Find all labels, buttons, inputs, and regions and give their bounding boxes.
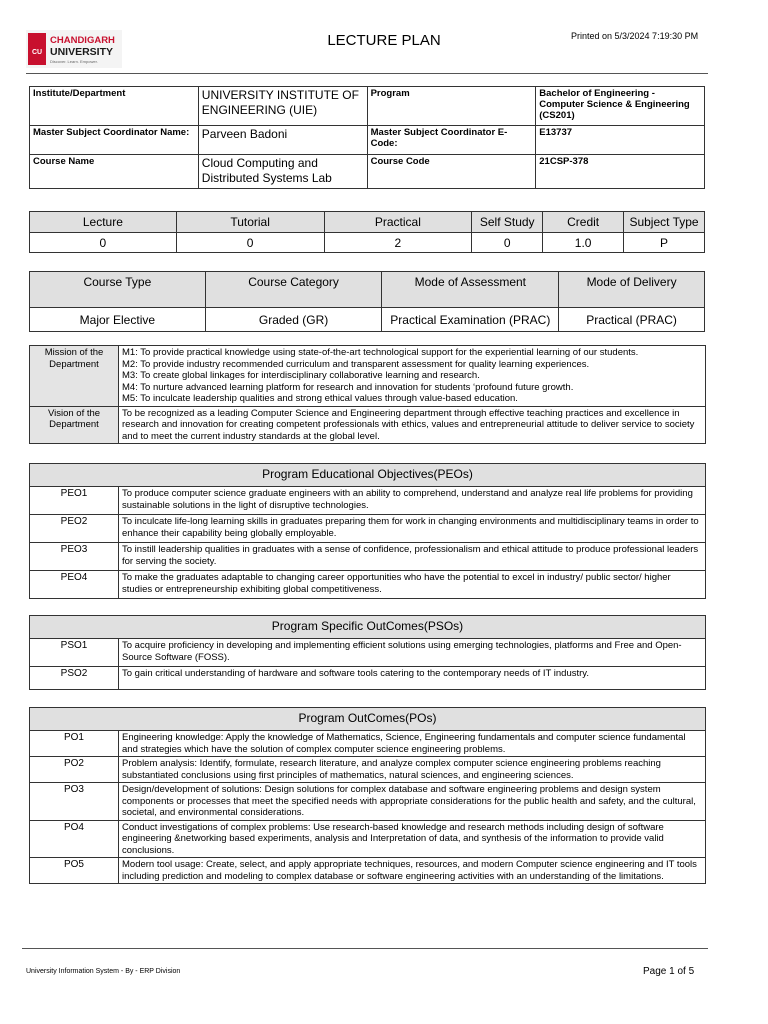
course-name-label: Course Name — [30, 155, 199, 189]
table-header-row — [30, 212, 705, 233]
printed-timestamp: Printed on 5/3/2024 7:19:30 PM — [571, 31, 699, 41]
coordinator-value: Parveen Badoni — [198, 126, 367, 155]
mission-item: M1: To provide practical knowledge using state-of-the-art technological support for the experiential learning of our students. — [122, 347, 639, 358]
mission-item: M5: To inculcate leadership qualities and strong ethical values through value-based education. — [122, 393, 518, 404]
course-name-value: Cloud Computing and Distributed Systems Lab — [198, 155, 367, 189]
self-study-header: Self Study — [472, 212, 543, 233]
po-table — [29, 707, 706, 884]
lecture-value: 0 — [30, 233, 177, 253]
po-text: Conduct investigations of complex problems: Use research-based knowledge and research methods including design of software engineering &networking based experiments, analysis and Interpretation of data, and synthesis of the information to provide valid conclusions. — [119, 820, 706, 858]
table-row — [30, 543, 706, 571]
course-category-header: Course Category — [205, 272, 382, 308]
table-row — [30, 233, 705, 253]
header-divider — [26, 73, 708, 74]
table-header-row — [30, 464, 706, 487]
pso-table — [29, 615, 706, 690]
logo-line2: UNIVERSITY — [50, 46, 114, 58]
pso-code: PSO2 — [30, 667, 119, 690]
ecode-label: Master Subject Coordinator E-Code: — [367, 126, 536, 155]
mission-content — [119, 346, 706, 407]
peo-code: PEO4 — [30, 571, 119, 599]
vision-text: To be recognized as a leading Computer Science and Engineering department through effective teaching practices and excellence in research and innovation for creating competent professionals with ethics, values and entrepreneurial attitude to deliver service to society and to meet the current industry standards at the global level. — [119, 406, 706, 444]
logo-tagline: Discover. Learn. Empower. — [50, 59, 98, 64]
mission-item: M4: To nurture advanced learning platform for research and innovation for students ‘profound future growth. — [122, 381, 574, 393]
footer-system-name: University Information System - By - ERP Division — [26, 968, 181, 975]
po-text: Problem analysis: Identify, formulate, research literature, and analyze complex computer science engineering problems reaching substantiated conclusions using first principles of mathematics, natural sciences, and engineering sciences. — [119, 757, 706, 783]
pso-title: Program Specific OutComes(PSOs) — [30, 616, 706, 639]
table-row — [30, 731, 706, 757]
po-text: Modern tool usage: Create, select, and apply appropriate techniques, resources, and modern Computer science engineering and IT tools including prediction and modeling to complex database or software engineering activities with an understanding of the limitations. — [119, 858, 706, 884]
ecode-value: E13737 — [536, 126, 705, 155]
peo-code: PEO1 — [30, 487, 119, 515]
course-type-value: Major Elective — [30, 308, 206, 332]
course-type-header: Course Type — [30, 272, 206, 308]
course-code-label: Course Code — [367, 155, 536, 189]
table-row — [30, 87, 705, 126]
table-row — [30, 155, 705, 189]
course-info-table — [29, 86, 705, 189]
footer-divider — [22, 948, 708, 949]
po-text: Engineering knowledge: Apply the knowledge of Mathematics, Science, Engineering fundamentals and computer science fundamental and strategies which have the solution of complex computer science engineering problems. — [119, 731, 706, 757]
table-row — [30, 571, 706, 599]
course-category-value: Graded (GR) — [205, 308, 382, 332]
po-text: Design/development of solutions: Design solutions for complex database and software engineering problems and design system components or processes that meet the specified needs with appropriate considerations for the public health and safety, and the cultural, societal, and environmental considerations. — [119, 783, 706, 821]
institute-value: UNIVERSITY INSTITUTE OF ENGINEERING (UIE) — [198, 87, 367, 126]
assessment-mode-header: Mode of Assessment — [382, 272, 559, 308]
self-study-value: 0 — [472, 233, 543, 253]
pso-text: To acquire proficiency in developing and implementing efficient solutions using emerging technologies, platforms and Free and Open-Source Software (FOSS). — [119, 639, 706, 667]
program-label: Program — [367, 87, 536, 126]
credit-header: Credit — [543, 212, 624, 233]
course-type-table — [29, 271, 705, 332]
peo-table — [29, 463, 706, 599]
table-row — [30, 858, 706, 884]
peo-text: To inculcate life-long learning skills in graduates preparing them for work in changing environments and multidisciplinary teams in order to enhance their capability being globally employable. — [119, 515, 706, 543]
tutorial-value: 0 — [176, 233, 324, 253]
table-row — [30, 667, 706, 690]
vision-label: Vision of the Department — [30, 406, 119, 444]
lecture-header: Lecture — [30, 212, 177, 233]
logo-line1: CHANDIGARH — [50, 35, 115, 46]
table-row — [30, 406, 706, 444]
credit-hours-table — [29, 211, 705, 253]
table-row — [30, 515, 706, 543]
pso-text: To gain critical understanding of hardware and software tools catering to the contemporary needs of IT industry. — [119, 667, 706, 690]
mission-label: Mission of the Department — [30, 346, 119, 407]
peo-code: PEO2 — [30, 515, 119, 543]
table-row — [30, 639, 706, 667]
page-number: Page 1 of 5 — [643, 966, 695, 977]
practical-header: Practical — [324, 212, 472, 233]
credit-value: 1.0 — [543, 233, 624, 253]
mission-item: M2: To provide industry recommended curriculum and transparent assessment for quality learning experiences. — [122, 358, 590, 370]
mission-vision-table — [29, 345, 706, 444]
table-header-row — [30, 272, 705, 308]
po-code: PO5 — [30, 858, 119, 884]
po-code: PO1 — [30, 731, 119, 757]
table-row — [30, 346, 706, 407]
peo-text: To produce computer science graduate engineers with an ability to comprehend, understand and analyze real life problems for providing sustainable solutions in the light of disruptive technologies. — [119, 487, 706, 515]
practical-value: 2 — [324, 233, 472, 253]
po-code: PO2 — [30, 757, 119, 783]
table-row — [30, 820, 706, 858]
subject-type-header: Subject Type — [624, 212, 705, 233]
table-row — [30, 308, 705, 332]
delivery-mode-value: Practical (PRAC) — [559, 308, 705, 332]
peo-code: PEO3 — [30, 543, 119, 571]
assessment-mode-value: Practical Examination (PRAC) — [382, 308, 559, 332]
peo-text: To make the graduates adaptable to changing career opportunities who have the potential to excel in industry/ public sector/ higher studies or entrepreneurship exhibiting global competitiveness. — [119, 571, 706, 599]
tutorial-header: Tutorial — [176, 212, 324, 233]
peo-title: Program Educational Objectives(PEOs) — [30, 464, 706, 487]
po-code: PO3 — [30, 783, 119, 821]
table-header-row — [30, 616, 706, 639]
logo-badge: CU — [31, 49, 43, 56]
table-row — [30, 757, 706, 783]
peo-text: To instill leadership qualities in graduates with a sense of confidence, professionalism and ethical attitude to produce professional leaders for serving the society. — [119, 543, 706, 571]
course-code-value: 21CSP-378 — [536, 155, 705, 189]
institute-label: Institute/Department — [30, 87, 199, 126]
page-title: LECTURE PLAN — [327, 32, 441, 49]
table-row — [30, 126, 705, 155]
table-row — [30, 783, 706, 821]
coordinator-label: Master Subject Coordinator Name: — [30, 126, 199, 155]
program-value: Bachelor of Engineering - Computer Science & Engineering (CS201) — [536, 87, 705, 126]
pso-code: PSO1 — [30, 639, 119, 667]
table-row — [30, 487, 706, 515]
subject-type-value: P — [624, 233, 705, 253]
mission-item: M3: To create global linkages for interdisciplinary collaborative learning and research. — [122, 370, 480, 381]
po-title: Program OutComes(POs) — [30, 708, 706, 731]
po-code: PO4 — [30, 820, 119, 858]
delivery-mode-header: Mode of Delivery — [559, 272, 705, 308]
table-header-row — [30, 708, 706, 731]
